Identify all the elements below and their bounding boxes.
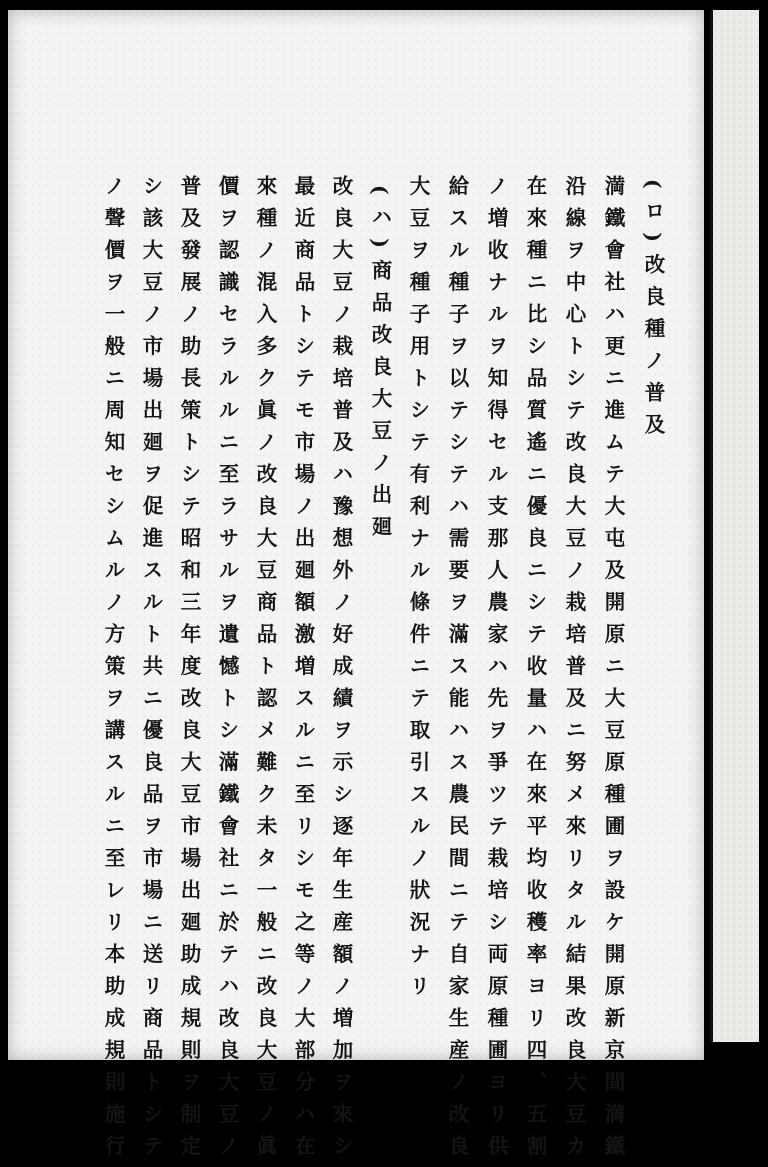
document-page — [8, 10, 704, 1167]
section-heading-shohin: (ハ)商品改良大豆ノ出廻 — [368, 185, 392, 548]
text-column: ノ増收ナルヲ知得セル支那人農家ハ先ヲ爭ツテ栽培シ両原種圃ヨリ供 — [484, 175, 508, 1167]
text-column: 沿線ヲ中心トシテ改良大豆ノ栽培普及ニ努メ來リタル結果改良大豆カ — [562, 175, 586, 1167]
text-column: 改良大豆ノ栽培普及ハ豫想外ノ好成績ヲ示シ逐年生産額ノ増加ヲ來シ — [329, 175, 353, 1167]
section-heading-kairyo: (ロ)改良種ノ普及 — [641, 179, 665, 446]
text-column: 最近商品トシテモ市場ノ出廻額激増スルニ至リシモ之等ノ大部分ハ在 — [291, 175, 315, 1167]
text-column: 普及發展ノ助長策トシテ昭和三年度改良大豆市場出廻助成規則ヲ制定 — [177, 175, 201, 1167]
text-column: 大豆ヲ種子用トシテ有利ナル條件ニテ取引スルノ狀況ナリ — [406, 175, 430, 1007]
text-column: 給スル種子ヲ以テシテハ需要ヲ滿ス能ハス農民間ニテ自家生産ノ改良 — [445, 175, 469, 1167]
vertical-text-body — [101, 175, 668, 1167]
text-column: 價ヲ認識セラルルニ至ラサルヲ遺憾トシ滿鐵會社ニ於テハ改良大豆ノ — [215, 175, 239, 1167]
text-column: 満鐵會社ハ更ニ進ムテ大屯及開原ニ大豆原種圃ヲ設ケ開原新京間満鐵 — [601, 175, 625, 1167]
text-column: 來種ノ混入多ク眞ノ改良大豆商品ト認メ難ク未タ一般ニ改良大豆ノ眞 — [253, 175, 277, 1167]
text-column: ノ聲價ヲ一般ニ周知セシムルノ方策ヲ講スルニ至レリ本助成規則施行 — [101, 175, 125, 1167]
text-column: シ該大豆ノ市場出廻ヲ促進スルト共ニ優良品ヲ市場ニ送リ商品トシテ — [139, 175, 163, 1167]
text-column: 在來種ニ比シ品質遙ニ優良ニシテ收量ハ在來平均收穫率ヨリ四、五割 — [523, 175, 547, 1167]
adjacent-page-edge — [710, 10, 759, 1042]
